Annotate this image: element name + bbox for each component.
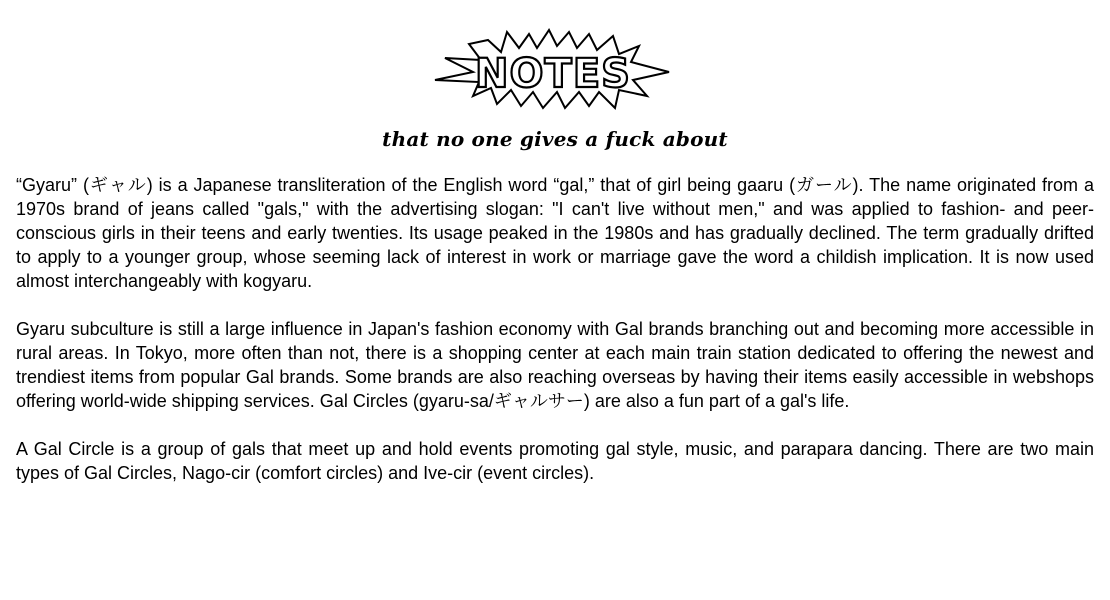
burst-icon xyxy=(433,28,673,112)
logo-text: NOTES xyxy=(475,51,631,97)
tagline: that no one gives a fuck about xyxy=(382,127,728,151)
notes-logo xyxy=(433,28,673,112)
paragraph: “Gyaru” (ギャル) is a Japanese transliteration of the English word “gal,” that of girl being gaaru (ガール). The name originated from a 1970s brand of jeans called "gals," with the advertising slogan: "I can't live without men," and was applied to fashion- and peer-conscious girls in their teens and early twenties. Its usage peaked in the 1980s and has gradually declined. The term gradually drifted to apply to a younger group, whose seeming lack of interest in work or marriage gave the word a childish implication. It is now used almost interchangeably with kogyaru. xyxy=(16,175,1094,291)
paragraph: Gyaru subculture is still a large influence in Japan's fashion economy with Gal brands branching out and becoming more accessible in rural areas. In Tokyo, more often than not, there is a shopping center at each main train station dedicated to offering the newest and trendiest items from popular Gal brands. Some brands are also reaching overseas by having their items easily accessible in webshops offering world-wide shipping services. Gal Circles (gyaru-sa/ギャルサー) are also a fun part of a gal's life. xyxy=(16,319,1094,411)
notes-body xyxy=(16,173,1094,509)
paragraph: A Gal Circle is a group of gals that meet up and hold events promoting gal style, music, and parapara dancing. There are two main types of Gal Circles, Nago-cir (comfort circles) and Ive-cir (event circles). xyxy=(16,439,1094,483)
